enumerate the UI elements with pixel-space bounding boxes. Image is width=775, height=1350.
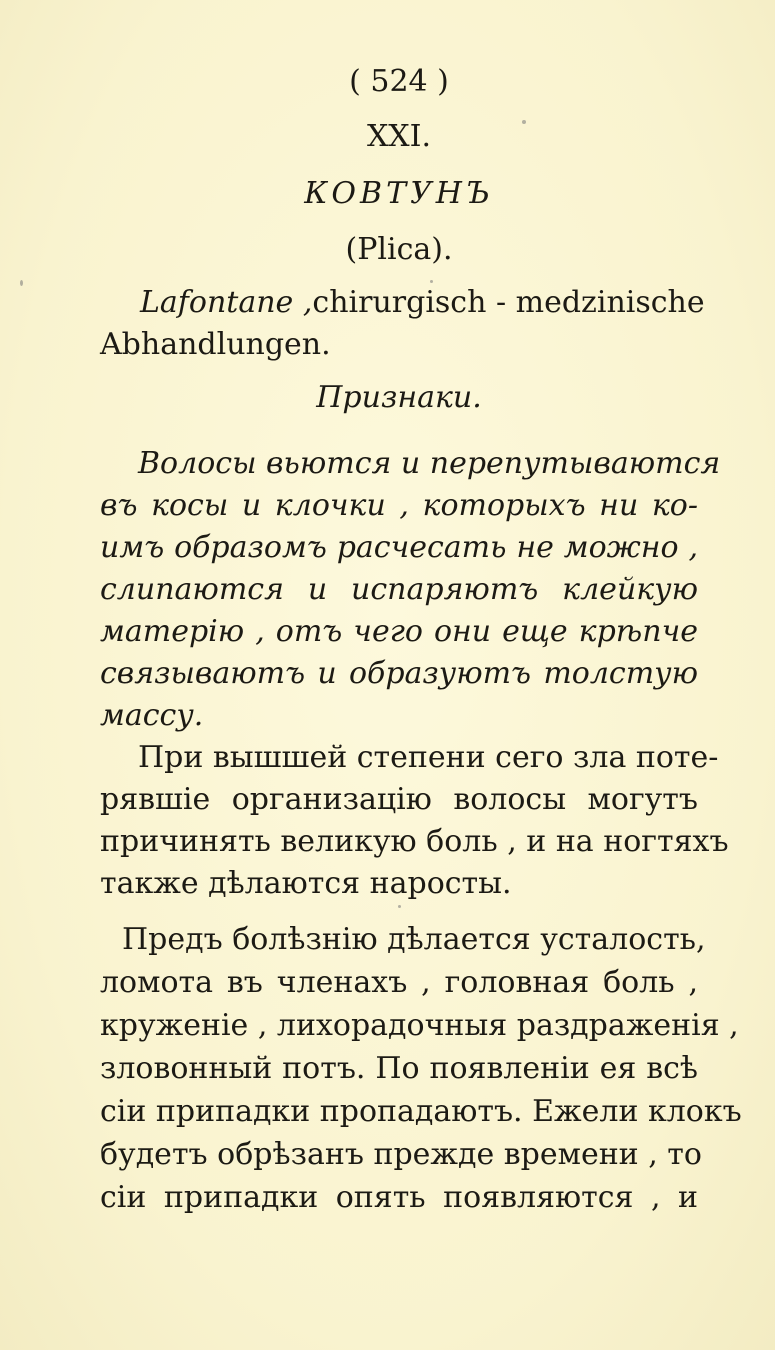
paragraph-line: причинять великую боль , и на ногтяхъ bbox=[100, 824, 729, 859]
paper-speck bbox=[430, 280, 433, 283]
chapter-title: КОВТУНЪ bbox=[304, 176, 494, 211]
section-heading: Признаки. bbox=[316, 380, 482, 415]
paragraph-line: связываютъ и образуютъ толстую bbox=[100, 656, 698, 691]
paragraph-line: сіи припадки пропадаютъ. Ежели клокъ bbox=[100, 1094, 742, 1129]
paper-speck bbox=[20, 280, 23, 286]
paragraph-line: круженіе , лихорадочныя раздраженія , bbox=[100, 1008, 739, 1043]
paragraph-line: зловонный потъ. По появленіи ея всѣ bbox=[100, 1051, 698, 1086]
paragraph-line: Волосы вьются и перепутываются bbox=[138, 446, 721, 481]
paper-speck bbox=[398, 905, 401, 908]
reference-title-part2: Abhandlungen. bbox=[100, 327, 331, 362]
paragraph-line: слипаются и испаряютъ клейкую bbox=[100, 572, 698, 607]
paragraph-line: При вышшей степени сего зла поте- bbox=[138, 740, 719, 775]
latin-name: (Plica). bbox=[345, 232, 453, 267]
paragraph-line: также дѣлаются наросты. bbox=[100, 866, 512, 901]
reference-title-part1: chirurgisch - medzinische bbox=[312, 285, 705, 320]
reference-author: Lafontane , bbox=[140, 285, 313, 320]
page-number: ( 524 ) bbox=[349, 64, 449, 99]
paragraph-line: будетъ обрѣзанъ прежде времени , то bbox=[100, 1137, 702, 1172]
paragraph-line: матерію , отъ чего они еще крѣпче bbox=[100, 614, 698, 649]
paragraph-line: рявшіе организацію волосы могутъ bbox=[100, 782, 698, 817]
paragraph-line: массу. bbox=[100, 698, 204, 733]
reference-line-1 bbox=[140, 283, 705, 323]
paragraph-line: имъ образомъ расчесать не можно , bbox=[100, 530, 698, 565]
paragraph-line: ломота въ членахъ , головная боль , bbox=[100, 965, 698, 1000]
paragraph-line: въ косы и клочки , которыхъ ни ко- bbox=[100, 488, 698, 523]
chapter-number: XXI. bbox=[366, 119, 432, 154]
paragraph-line: Предъ болѣзнію дѣлается усталость, bbox=[122, 922, 706, 957]
paragraph-line: сіи припадки опять появляются , и bbox=[100, 1180, 698, 1215]
paper-speck bbox=[522, 120, 526, 124]
